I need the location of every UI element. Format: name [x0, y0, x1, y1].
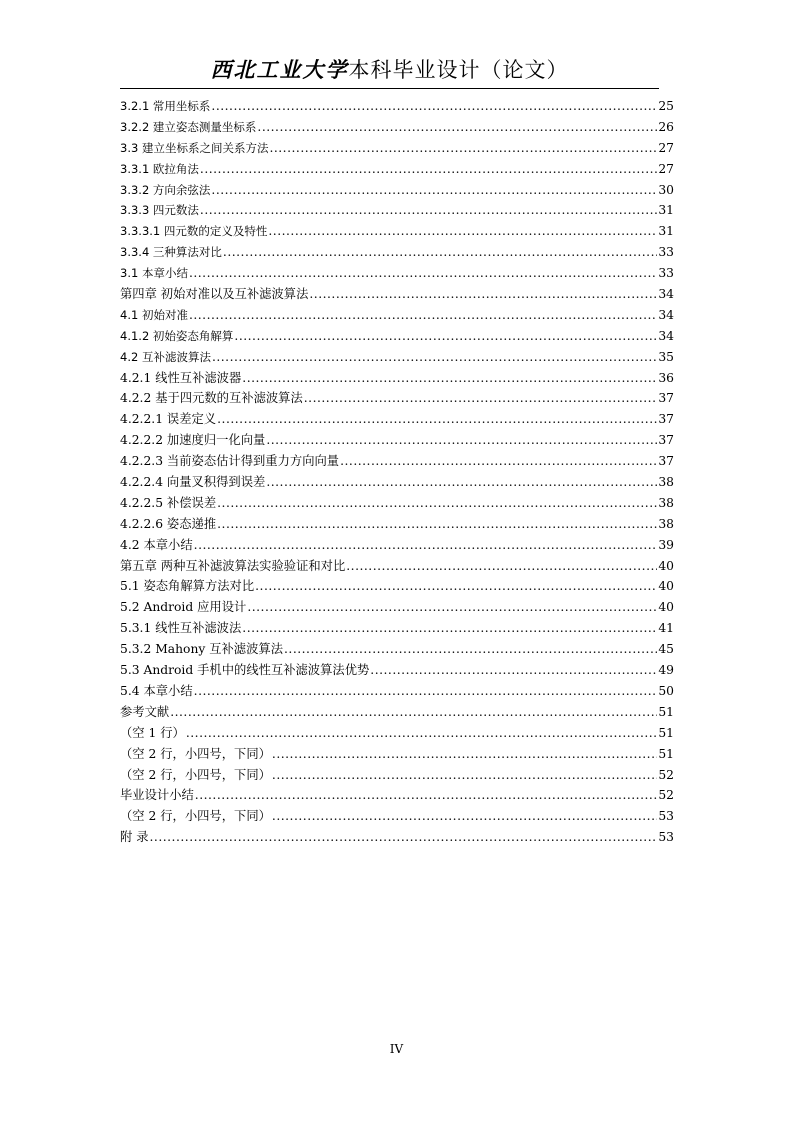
toc-entry-page-number: 53: [658, 830, 674, 845]
toc-entry-label: 5.3.1 线性互补滤波法: [120, 621, 242, 636]
toc-entry-label: 4.2.2.3 当前姿态估计得到重力方向向量: [120, 454, 340, 469]
toc-entry-label: 第五章 两种互补滤波算法实验验证和对比: [120, 558, 346, 573]
toc-entry-page-number: 38: [658, 516, 674, 531]
toc-dot-leader: [309, 284, 657, 305]
toc-entry-page-number: 27: [658, 161, 674, 176]
toc-entry-label: 3.2.2 建立姿态测量坐标系: [120, 119, 257, 134]
toc-entry-label: 参考文献: [120, 704, 170, 719]
toc-entry-label: 毕业设计小结: [120, 788, 194, 803]
toc-dot-leader: [234, 326, 657, 347]
toc-entry[interactable]: [120, 200, 674, 221]
toc-entry[interactable]: [120, 785, 674, 806]
toc-entry-label: 4.2.2 基于四元数的互补滤波算法: [120, 391, 303, 406]
toc-entry[interactable]: [120, 535, 674, 556]
toc-entry[interactable]: [120, 284, 674, 305]
toc-dot-leader: [272, 744, 657, 765]
toc-dot-leader: [217, 493, 657, 514]
toc-dot-leader: [255, 576, 657, 597]
toc-dot-leader: [268, 221, 657, 242]
toc-dot-leader: [272, 765, 657, 786]
toc-dot-leader: [170, 702, 657, 723]
header-rule: [120, 88, 659, 89]
toc-entry-label: 3.1 本章小结: [120, 266, 188, 281]
toc-entry-label: 4.2.2.5 补偿误差: [120, 495, 217, 510]
toc-dot-leader: [217, 514, 657, 535]
toc-entry[interactable]: [120, 827, 674, 848]
toc-entry-page-number: 52: [658, 767, 674, 782]
toc-entry-page-number: 40: [658, 600, 674, 615]
toc-entry[interactable]: [120, 597, 674, 618]
toc-dot-leader: [200, 200, 657, 221]
page-number: IV: [389, 1042, 404, 1056]
toc-entry-page-number: 50: [658, 683, 674, 698]
toc-entry-label: 4.2.2.6 姿态递推: [120, 516, 217, 531]
toc-entry[interactable]: [120, 493, 674, 514]
toc-dot-leader: [269, 138, 657, 159]
toc-dot-leader: [242, 618, 657, 639]
toc-entry[interactable]: [120, 263, 674, 284]
toc-entry-label: 4.2.1 线性互补滤波器: [120, 370, 242, 385]
toc-entry-page-number: 49: [658, 663, 674, 678]
university-logo-text: 西北工业大学: [210, 57, 349, 82]
toc-dot-leader: [272, 806, 657, 827]
toc-entry[interactable]: [120, 806, 674, 827]
toc-entry-page-number: 41: [658, 621, 674, 636]
toc-entry[interactable]: [120, 660, 674, 681]
toc-entry[interactable]: [120, 409, 674, 430]
toc-entry-label: 4.1 初始对准: [120, 307, 188, 322]
toc-entry-page-number: 30: [658, 182, 674, 197]
toc-entry-page-number: 37: [658, 412, 674, 427]
toc-dot-leader: [340, 451, 657, 472]
toc-entry-label: （空 2 行，小四号，下同）: [120, 767, 271, 782]
toc-entry-label: 4.2 本章小结: [120, 537, 193, 552]
toc-entry-label: （空 2 行，小四号，下同）: [120, 746, 271, 761]
toc-entry[interactable]: [120, 180, 674, 201]
toc-entry-page-number: 34: [658, 307, 674, 322]
toc-entry-label: 附 录: [120, 830, 149, 845]
toc-dot-leader: [304, 388, 658, 409]
toc-entry-page-number: 33: [658, 245, 674, 260]
toc-entry[interactable]: [120, 702, 674, 723]
toc-entry[interactable]: [120, 242, 674, 263]
toc-entry[interactable]: [120, 744, 674, 765]
toc-entry-label: 4.2.2.1 误差定义: [120, 412, 217, 427]
toc-entry[interactable]: [120, 326, 674, 347]
toc-dot-leader: [212, 347, 657, 368]
toc-entry[interactable]: [120, 159, 674, 180]
toc-dot-leader: [223, 242, 657, 263]
toc-dot-leader: [266, 472, 657, 493]
toc-entry-page-number: 40: [658, 558, 674, 573]
toc-entry-label: 3.3.2 方向余弦法: [120, 182, 211, 197]
toc-entry[interactable]: [120, 514, 674, 535]
toc-entry[interactable]: [120, 347, 674, 368]
toc-entry-label: 第四章 初始对准以及互补滤波算法: [120, 287, 309, 302]
toc-entry-label: 5.3 Android 手机中的线性互补滤波算法优势: [120, 663, 370, 678]
toc-entry[interactable]: [120, 138, 674, 159]
toc-entry-label: 3.3.3.1 四元数的定义及特性: [120, 224, 268, 239]
toc-entry-page-number: 33: [658, 266, 674, 281]
toc-entry-label: 3.3 建立坐标系之间关系方法: [120, 140, 269, 155]
toc-entry-label: 5.4 本章小结: [120, 683, 193, 698]
toc-dot-leader: [266, 430, 657, 451]
toc-entry-label: 4.2 互补滤波算法: [120, 349, 211, 364]
toc-dot-leader: [257, 117, 657, 138]
toc-entry-page-number: 25: [658, 99, 674, 113]
toc-dot-leader: [194, 681, 658, 702]
toc-dot-leader: [346, 556, 657, 577]
toc-dot-leader: [189, 263, 657, 284]
toc-entry[interactable]: [120, 96, 674, 117]
toc-entry-page-number: 31: [658, 203, 674, 218]
toc-entry-page-number: 31: [658, 224, 674, 239]
document-type-title: 本科毕业设计（论文）: [348, 58, 569, 82]
toc-entry-page-number: 52: [658, 788, 674, 803]
toc-entry[interactable]: [120, 681, 674, 702]
toc-entry-page-number: 39: [658, 537, 674, 552]
toc-entry-page-number: 51: [658, 704, 674, 719]
toc-entry-label: （空 1 行）: [120, 725, 185, 740]
toc-dot-leader: [211, 96, 657, 117]
toc-dot-leader: [195, 785, 658, 806]
toc-entry-label: 4.2.2.4 向量叉积得到误差: [120, 475, 266, 490]
toc-entry[interactable]: [120, 723, 674, 744]
toc-entry[interactable]: [120, 576, 674, 597]
toc-entry-label: 3.2.1 常用坐标系: [120, 99, 211, 113]
toc-entry-page-number: 37: [658, 391, 674, 406]
toc-entry-page-number: 26: [658, 119, 674, 134]
table-of-contents: [120, 96, 674, 848]
toc-entry[interactable]: [120, 221, 674, 242]
toc-entry-label: 3.3.3 四元数法: [120, 203, 199, 218]
toc-entry-page-number: 38: [658, 475, 674, 490]
toc-entry-label: 5.3.2 Mahony 互补滤波算法: [120, 642, 284, 657]
toc-dot-leader: [242, 368, 657, 389]
toc-entry-page-number: 51: [658, 746, 674, 761]
toc-entry-page-number: 34: [658, 328, 674, 343]
toc-entry-page-number: 40: [658, 579, 674, 594]
toc-entry-page-number: 35: [658, 349, 674, 364]
toc-dot-leader: [150, 827, 658, 848]
toc-entry-label: 3.3.4 三种算法对比: [120, 245, 222, 260]
toc-entry[interactable]: [120, 765, 674, 786]
toc-entry-label: 4.2.2.2 加速度归一化向量: [120, 433, 266, 448]
toc-entry[interactable]: [120, 451, 674, 472]
toc-entry[interactable]: [120, 430, 674, 451]
toc-entry[interactable]: [120, 368, 674, 389]
page-header: [120, 56, 659, 84]
toc-entry-page-number: 37: [658, 454, 674, 469]
toc-dot-leader: [284, 639, 657, 660]
toc-entry-page-number: 27: [658, 140, 674, 155]
toc-entry-label: 4.1.2 初始姿态角解算: [120, 328, 234, 343]
toc-entry-label: 5.1 姿态角解算方法对比: [120, 579, 255, 594]
toc-entry[interactable]: [120, 618, 674, 639]
toc-dot-leader: [194, 535, 658, 556]
toc-dot-leader: [370, 660, 657, 681]
toc-entry-label: 3.3.1 欧拉角法: [120, 161, 199, 176]
toc-entry-label: 5.2 Android 应用设计: [120, 600, 247, 615]
toc-dot-leader: [189, 305, 657, 326]
toc-entry-page-number: 37: [658, 433, 674, 448]
toc-dot-leader: [200, 159, 657, 180]
toc-entry-page-number: 36: [658, 370, 674, 385]
toc-entry[interactable]: [120, 117, 674, 138]
toc-entry-page-number: 34: [658, 287, 674, 302]
toc-entry-page-number: 45: [658, 642, 674, 657]
toc-entry[interactable]: [120, 388, 674, 409]
toc-dot-leader: [247, 597, 657, 618]
toc-dot-leader: [186, 723, 658, 744]
toc-entry-label: （空 2 行，小四号，下同）: [120, 809, 271, 824]
toc-entry[interactable]: [120, 556, 674, 577]
toc-entry-page-number: 53: [658, 809, 674, 824]
toc-entry-page-number: 51: [658, 725, 674, 740]
toc-entry[interactable]: [120, 639, 674, 660]
toc-entry[interactable]: [120, 472, 674, 493]
toc-entry-page-number: 38: [658, 495, 674, 510]
toc-dot-leader: [217, 409, 657, 430]
toc-entry[interactable]: [120, 305, 674, 326]
toc-dot-leader: [211, 180, 657, 201]
